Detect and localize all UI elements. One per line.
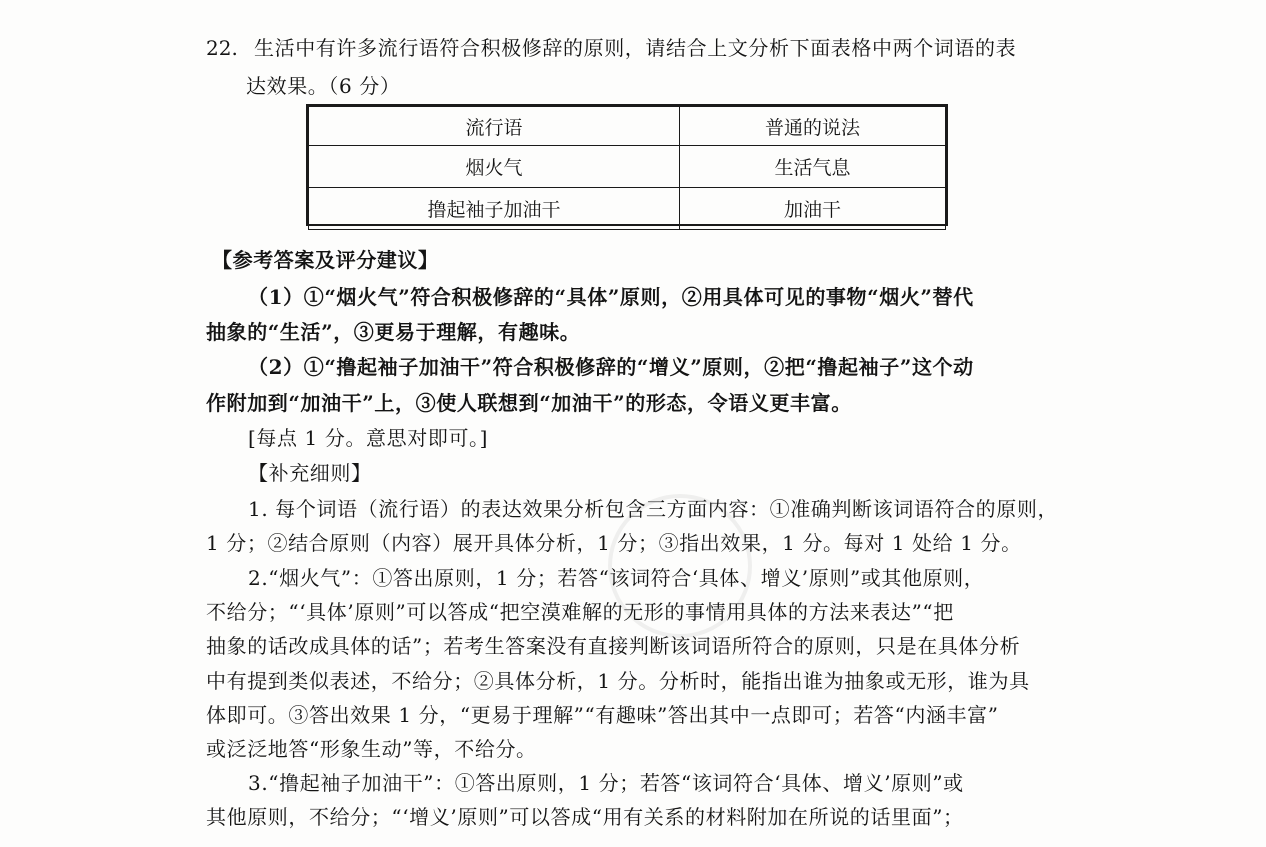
supplement-para-3-line-1: 3.“撸起袖子加油干”：①答出原则，1 分；若答“该词符合‘具体、增义’原则”或 xyxy=(248,771,964,795)
answer-item-2-line-2: 作附加到“加油干”上，③使人联想到“加油干”的形态，令语义更丰富。 xyxy=(206,391,852,415)
answer-note: [每点 1 分。意思对即可。] xyxy=(248,426,489,450)
supplement-para-2-line-2: 不给分；“‘具体’原则”可以答成“把空漠难解的无形的事情用具体的方法来表达”“把 xyxy=(206,600,954,624)
table-row xyxy=(309,188,946,230)
supplement-para-3-line-2: 其他原则，不给分；“‘增义’原则”可以答成“用有关系的材料附加在所说的话里面”； xyxy=(206,805,964,829)
faint-stamp-mark xyxy=(560,476,800,656)
table-cell: 生活气息 xyxy=(680,146,946,188)
table-cell: 烟火气 xyxy=(309,146,680,188)
answer-item-1-line-1: （1）①“烟火气”符合积极修辞的“具体”原则，②用具体可见的事物“烟火”替代 xyxy=(248,285,974,309)
question-number: 22. xyxy=(206,36,238,60)
answer-item-1-line-2: 抽象的“生活”，③更易于理解，有趣味。 xyxy=(206,320,581,344)
table-header-cell: 普通的说法 xyxy=(680,107,946,146)
supplement-para-2-line-4: 中有提到类似表述，不给分；②具体分析，1 分。分析时，能指出谁为抽象或无形，谁为具 xyxy=(206,669,1030,693)
table-header-row xyxy=(309,107,946,146)
supplement-para-1-line-2: 1 分；②结合原则（内容）展开具体分析，1 分；③指出效果，1 分。每对 1 处给 1 分。 xyxy=(206,531,1022,555)
answer-heading: 【参考答案及评分建议】 xyxy=(212,248,439,272)
supplement-para-2-line-6: 或泛泛地答“形象生动”等，不给分。 xyxy=(206,737,537,761)
question-text-line-2: 达效果。（6 分） xyxy=(246,74,401,98)
table-cell: 撸起袖子加油干 xyxy=(309,188,680,230)
table-cell: 加油干 xyxy=(680,188,946,230)
supplement-para-1-line-1: 1. 每个词语（流行语）的表达效果分析包含三方面内容：①准确判断该词语符合的原则， xyxy=(248,497,1059,521)
supplement-para-2-line-5: 体即可。③答出效果 1 分，“更易于理解”“有趣味”答出其中一点即可；若答“内涵丰富” xyxy=(206,703,999,727)
question-text-line-1: 生活中有许多流行语符合积极修辞的原则，请结合上文分析下面表格中两个词语的表 xyxy=(254,36,1017,60)
slang-comparison-table xyxy=(306,104,948,226)
supplement-para-2-line-1: 2.“烟火气”：①答出原则，1 分；若答“该词符合‘具体、增义’原则”或其他原则， xyxy=(248,566,985,590)
supplement-heading: 【补充细则】 xyxy=(248,461,372,485)
supplement-para-2-line-3: 抽象的话改成具体的话”；若考生答案没有直接判断该词语所符合的原则，只是在具体分析 xyxy=(206,634,1021,658)
answer-item-2-line-1: （2）①“撸起袖子加油干”符合积极修辞的“增义”原则，②把“撸起袖子”这个动 xyxy=(248,355,974,379)
table-header-cell: 流行语 xyxy=(309,107,680,146)
table-row xyxy=(309,146,946,188)
